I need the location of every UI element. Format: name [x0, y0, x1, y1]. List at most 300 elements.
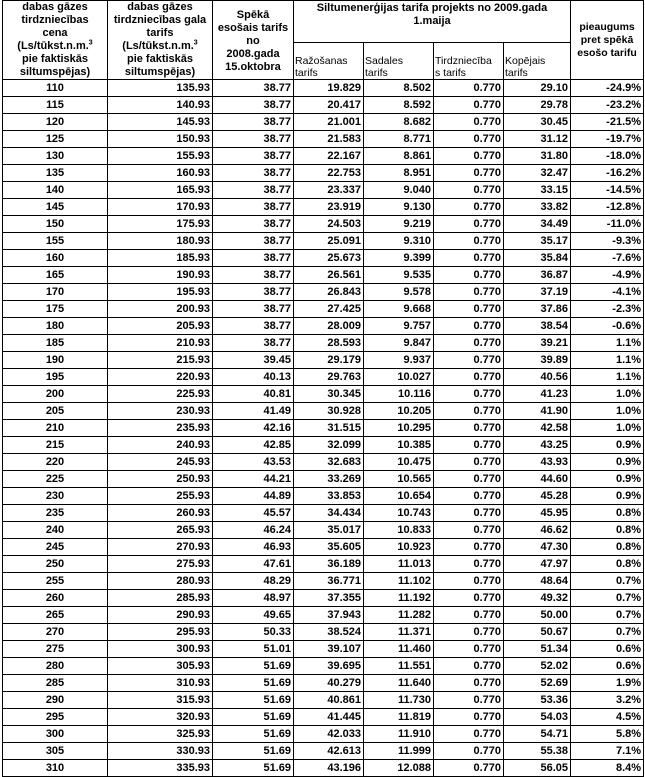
distribution-tariff-cell: 11.371	[364, 624, 434, 641]
increase-cell: -23.2%	[571, 97, 644, 114]
production-tariff-cell: 40.279	[294, 675, 364, 692]
distribution-tariff-cell: 9.399	[364, 250, 434, 267]
final-tariff-cell: 170.93	[108, 199, 213, 216]
trade-tariff-cell: 0.770	[434, 641, 504, 658]
total-tariff-cell: 49.32	[504, 590, 571, 607]
current-tariff-cell: 38.77	[213, 131, 294, 148]
production-tariff-cell: 37.355	[294, 590, 364, 607]
distribution-tariff-cell: 10.205	[364, 403, 434, 420]
production-tariff-cell: 35.017	[294, 522, 364, 539]
gas-price-cell: 165	[3, 267, 108, 284]
table-row	[3, 658, 644, 675]
gas-price-cell: 180	[3, 318, 108, 335]
header-current-tariff: Spēkā esošais tarifs no 2008.gada 15.oktobra	[213, 1, 294, 80]
gas-price-cell: 220	[3, 454, 108, 471]
production-tariff-cell: 22.753	[294, 165, 364, 182]
increase-cell: -18.0%	[571, 148, 644, 165]
trade-tariff-cell: 0.770	[434, 590, 504, 607]
table-row	[3, 624, 644, 641]
current-tariff-cell: 40.13	[213, 369, 294, 386]
final-tariff-cell: 275.93	[108, 556, 213, 573]
increase-cell: 0.9%	[571, 488, 644, 505]
final-tariff-cell: 200.93	[108, 301, 213, 318]
current-tariff-cell: 42.85	[213, 437, 294, 454]
gas-price-cell: 295	[3, 709, 108, 726]
total-tariff-cell: 51.34	[504, 641, 571, 658]
total-tariff-cell: 50.00	[504, 607, 571, 624]
increase-cell: -21.5%	[571, 114, 644, 131]
total-tariff-cell: 32.47	[504, 165, 571, 182]
increase-cell: 8.4%	[571, 760, 644, 777]
total-tariff-cell: 33.82	[504, 199, 571, 216]
gas-price-cell: 145	[3, 199, 108, 216]
distribution-tariff-cell: 9.310	[364, 233, 434, 250]
table-row	[3, 556, 644, 573]
distribution-tariff-cell: 10.743	[364, 505, 434, 522]
production-tariff-cell: 29.763	[294, 369, 364, 386]
header-gas-price: dabas gāzes tirdzniecības cena (Ls/tūkst.n.m.$^3$ pie faktiskās siltumspējas)	[3, 1, 108, 80]
table-row	[3, 250, 644, 267]
gas-price-cell: 175	[3, 301, 108, 318]
table-row	[3, 760, 644, 777]
trade-tariff-cell: 0.770	[434, 386, 504, 403]
trade-tariff-cell: 0.770	[434, 131, 504, 148]
distribution-tariff-cell: 10.475	[364, 454, 434, 471]
final-tariff-cell: 245.93	[108, 454, 213, 471]
trade-tariff-cell: 0.770	[434, 488, 504, 505]
trade-tariff-cell: 0.770	[434, 471, 504, 488]
total-tariff-cell: 43.25	[504, 437, 571, 454]
production-tariff-cell: 31.515	[294, 420, 364, 437]
current-tariff-cell: 39.45	[213, 352, 294, 369]
increase-cell: -19.7%	[571, 131, 644, 148]
increase-cell: -11.0%	[571, 216, 644, 233]
current-tariff-cell: 43.53	[213, 454, 294, 471]
production-tariff-cell: 43.196	[294, 760, 364, 777]
current-tariff-cell: 38.77	[213, 80, 294, 97]
table-row	[3, 539, 644, 556]
increase-cell: 0.7%	[571, 590, 644, 607]
production-tariff-cell: 30.928	[294, 403, 364, 420]
trade-tariff-cell: 0.770	[434, 250, 504, 267]
increase-cell: -0.6%	[571, 318, 644, 335]
gas-price-cell: 215	[3, 437, 108, 454]
increase-cell: 7.1%	[571, 743, 644, 760]
gas-price-cell: 135	[3, 165, 108, 182]
current-tariff-cell: 38.77	[213, 148, 294, 165]
total-tariff-cell: 37.86	[504, 301, 571, 318]
table-row	[3, 522, 644, 539]
distribution-tariff-cell: 11.999	[364, 743, 434, 760]
distribution-tariff-cell: 11.013	[364, 556, 434, 573]
distribution-tariff-cell: 9.040	[364, 182, 434, 199]
distribution-tariff-cell: 11.192	[364, 590, 434, 607]
production-tariff-cell: 23.337	[294, 182, 364, 199]
table-row	[3, 505, 644, 522]
table-row	[3, 471, 644, 488]
trade-tariff-cell: 0.770	[434, 556, 504, 573]
trade-tariff-cell: 0.770	[434, 199, 504, 216]
gas-price-cell: 240	[3, 522, 108, 539]
final-tariff-cell: 225.93	[108, 386, 213, 403]
distribution-tariff-cell: 11.282	[364, 607, 434, 624]
current-tariff-cell: 51.01	[213, 641, 294, 658]
trade-tariff-cell: 0.770	[434, 335, 504, 352]
distribution-tariff-cell: 8.682	[364, 114, 434, 131]
total-tariff-cell: 35.17	[504, 233, 571, 250]
final-tariff-cell: 175.93	[108, 216, 213, 233]
trade-tariff-cell: 0.770	[434, 675, 504, 692]
increase-cell: -7.6%	[571, 250, 644, 267]
table-row	[3, 386, 644, 403]
increase-cell: 5.8%	[571, 726, 644, 743]
total-tariff-cell: 30.45	[504, 114, 571, 131]
header-increase: pieaugums pret spēkā esošo tarifu	[571, 1, 644, 80]
trade-tariff-cell: 0.770	[434, 743, 504, 760]
production-tariff-cell: 33.269	[294, 471, 364, 488]
production-tariff-cell: 28.009	[294, 318, 364, 335]
table-row	[3, 335, 644, 352]
final-tariff-cell: 300.93	[108, 641, 213, 658]
total-tariff-cell: 45.28	[504, 488, 571, 505]
table-row	[3, 743, 644, 760]
gas-price-cell: 275	[3, 641, 108, 658]
current-tariff-cell: 42.16	[213, 420, 294, 437]
distribution-tariff-cell: 10.295	[364, 420, 434, 437]
table-body	[3, 80, 644, 777]
final-tariff-cell: 240.93	[108, 437, 213, 454]
total-tariff-cell: 50.67	[504, 624, 571, 641]
gas-price-cell: 110	[3, 80, 108, 97]
production-tariff-cell: 42.613	[294, 743, 364, 760]
total-tariff-cell: 54.71	[504, 726, 571, 743]
trade-tariff-cell: 0.770	[434, 97, 504, 114]
total-tariff-cell: 36.87	[504, 267, 571, 284]
header-trade-tariff: Tirdzniecība s tarifs	[434, 43, 504, 80]
total-tariff-cell: 52.69	[504, 675, 571, 692]
gas-price-cell: 300	[3, 726, 108, 743]
trade-tariff-cell: 0.770	[434, 420, 504, 437]
final-tariff-cell: 210.93	[108, 335, 213, 352]
table-row	[3, 607, 644, 624]
gas-price-cell: 265	[3, 607, 108, 624]
total-tariff-cell: 48.64	[504, 573, 571, 590]
table-row	[3, 692, 644, 709]
total-tariff-cell: 45.95	[504, 505, 571, 522]
current-tariff-cell: 46.93	[213, 539, 294, 556]
final-tariff-cell: 235.93	[108, 420, 213, 437]
increase-cell: -12.8%	[571, 199, 644, 216]
production-tariff-cell: 22.167	[294, 148, 364, 165]
final-tariff-cell: 160.93	[108, 165, 213, 182]
current-tariff-cell: 48.29	[213, 573, 294, 590]
table-row	[3, 301, 644, 318]
table-row	[3, 199, 644, 216]
gas-price-cell: 195	[3, 369, 108, 386]
table-row	[3, 284, 644, 301]
total-tariff-cell: 47.97	[504, 556, 571, 573]
increase-cell: 0.8%	[571, 556, 644, 573]
increase-cell: 0.7%	[571, 607, 644, 624]
current-tariff-cell: 38.77	[213, 97, 294, 114]
production-tariff-cell: 27.425	[294, 301, 364, 318]
table-row	[3, 97, 644, 114]
final-tariff-cell: 190.93	[108, 267, 213, 284]
table-row	[3, 267, 644, 284]
production-tariff-cell: 28.593	[294, 335, 364, 352]
gas-price-cell: 205	[3, 403, 108, 420]
table-row	[3, 709, 644, 726]
increase-cell: 1.0%	[571, 386, 644, 403]
distribution-tariff-cell: 9.535	[364, 267, 434, 284]
distribution-tariff-cell: 11.102	[364, 573, 434, 590]
gas-price-cell: 260	[3, 590, 108, 607]
distribution-tariff-cell: 10.654	[364, 488, 434, 505]
distribution-tariff-cell: 12.088	[364, 760, 434, 777]
distribution-tariff-cell: 9.847	[364, 335, 434, 352]
trade-tariff-cell: 0.770	[434, 267, 504, 284]
production-tariff-cell: 29.179	[294, 352, 364, 369]
final-tariff-cell: 330.93	[108, 743, 213, 760]
distribution-tariff-cell: 9.578	[364, 284, 434, 301]
total-tariff-cell: 31.80	[504, 148, 571, 165]
table-row	[3, 165, 644, 182]
production-tariff-cell: 42.033	[294, 726, 364, 743]
current-tariff-cell: 38.77	[213, 318, 294, 335]
distribution-tariff-cell: 9.130	[364, 199, 434, 216]
production-tariff-cell: 36.189	[294, 556, 364, 573]
distribution-tariff-cell: 10.565	[364, 471, 434, 488]
distribution-tariff-cell: 9.219	[364, 216, 434, 233]
distribution-tariff-cell: 10.923	[364, 539, 434, 556]
final-tariff-cell: 305.93	[108, 658, 213, 675]
current-tariff-cell: 46.24	[213, 522, 294, 539]
increase-cell: 1.0%	[571, 420, 644, 437]
total-tariff-cell: 39.89	[504, 352, 571, 369]
increase-cell: -2.3%	[571, 301, 644, 318]
distribution-tariff-cell: 11.730	[364, 692, 434, 709]
gas-price-cell: 235	[3, 505, 108, 522]
current-tariff-cell: 40.81	[213, 386, 294, 403]
total-tariff-cell: 31.12	[504, 131, 571, 148]
gas-price-cell: 290	[3, 692, 108, 709]
total-tariff-cell: 55.38	[504, 743, 571, 760]
final-tariff-cell: 295.93	[108, 624, 213, 641]
distribution-tariff-cell: 9.937	[364, 352, 434, 369]
total-tariff-cell: 37.19	[504, 284, 571, 301]
table-row	[3, 420, 644, 437]
trade-tariff-cell: 0.770	[434, 233, 504, 250]
final-tariff-cell: 230.93	[108, 403, 213, 420]
final-tariff-cell: 255.93	[108, 488, 213, 505]
production-tariff-cell: 41.445	[294, 709, 364, 726]
increase-cell: -14.5%	[571, 182, 644, 199]
total-tariff-cell: 34.49	[504, 216, 571, 233]
distribution-tariff-cell: 9.668	[364, 301, 434, 318]
total-tariff-cell: 41.90	[504, 403, 571, 420]
table-row	[3, 403, 644, 420]
total-tariff-cell: 29.78	[504, 97, 571, 114]
trade-tariff-cell: 0.770	[434, 607, 504, 624]
distribution-tariff-cell: 10.116	[364, 386, 434, 403]
trade-tariff-cell: 0.770	[434, 114, 504, 131]
final-tariff-cell: 145.93	[108, 114, 213, 131]
final-tariff-cell: 165.93	[108, 182, 213, 199]
production-tariff-cell: 20.417	[294, 97, 364, 114]
increase-cell: 3.2%	[571, 692, 644, 709]
trade-tariff-cell: 0.770	[434, 403, 504, 420]
gas-price-cell: 310	[3, 760, 108, 777]
table-row	[3, 369, 644, 386]
total-tariff-cell: 41.23	[504, 386, 571, 403]
table-row	[3, 488, 644, 505]
table-row	[3, 318, 644, 335]
production-tariff-cell: 39.695	[294, 658, 364, 675]
current-tariff-cell: 51.69	[213, 760, 294, 777]
trade-tariff-cell: 0.770	[434, 148, 504, 165]
current-tariff-cell: 51.69	[213, 658, 294, 675]
increase-cell: 1.0%	[571, 403, 644, 420]
trade-tariff-cell: 0.770	[434, 692, 504, 709]
current-tariff-cell: 51.69	[213, 675, 294, 692]
gas-price-cell: 200	[3, 386, 108, 403]
current-tariff-cell: 38.77	[213, 114, 294, 131]
trade-tariff-cell: 0.770	[434, 182, 504, 199]
production-tariff-cell: 25.091	[294, 233, 364, 250]
current-tariff-cell: 38.77	[213, 301, 294, 318]
total-tariff-cell: 42.58	[504, 420, 571, 437]
table-row	[3, 437, 644, 454]
distribution-tariff-cell: 10.027	[364, 369, 434, 386]
total-tariff-cell: 29.10	[504, 80, 571, 97]
final-tariff-cell: 290.93	[108, 607, 213, 624]
gas-price-cell: 120	[3, 114, 108, 131]
gas-price-cell: 250	[3, 556, 108, 573]
final-tariff-cell: 285.93	[108, 590, 213, 607]
distribution-tariff-cell: 11.640	[364, 675, 434, 692]
final-tariff-cell: 260.93	[108, 505, 213, 522]
increase-cell: 1.1%	[571, 352, 644, 369]
trade-tariff-cell: 0.770	[434, 80, 504, 97]
distribution-tariff-cell: 11.819	[364, 709, 434, 726]
gas-price-cell: 160	[3, 250, 108, 267]
current-tariff-cell: 38.77	[213, 182, 294, 199]
distribution-tariff-cell: 10.385	[364, 437, 434, 454]
production-tariff-cell: 40.861	[294, 692, 364, 709]
distribution-tariff-cell: 8.502	[364, 80, 434, 97]
increase-cell: 0.8%	[571, 539, 644, 556]
gas-price-cell: 255	[3, 573, 108, 590]
header-total-tariff: Kopējais tarifs	[504, 43, 571, 80]
trade-tariff-cell: 0.770	[434, 437, 504, 454]
total-tariff-cell: 39.21	[504, 335, 571, 352]
gas-price-cell: 285	[3, 675, 108, 692]
gas-price-cell: 270	[3, 624, 108, 641]
total-tariff-cell: 33.15	[504, 182, 571, 199]
current-tariff-cell: 51.69	[213, 726, 294, 743]
distribution-tariff-cell: 10.833	[364, 522, 434, 539]
table-row	[3, 675, 644, 692]
production-tariff-cell: 37.943	[294, 607, 364, 624]
total-tariff-cell: 38.54	[504, 318, 571, 335]
table-row	[3, 216, 644, 233]
table-row	[3, 131, 644, 148]
total-tariff-cell: 54.03	[504, 709, 571, 726]
production-tariff-cell: 19.829	[294, 80, 364, 97]
gas-price-cell: 170	[3, 284, 108, 301]
gas-price-cell: 150	[3, 216, 108, 233]
total-tariff-cell: 44.60	[504, 471, 571, 488]
distribution-tariff-cell: 11.460	[364, 641, 434, 658]
current-tariff-cell: 38.77	[213, 233, 294, 250]
production-tariff-cell: 23.919	[294, 199, 364, 216]
production-tariff-cell: 36.771	[294, 573, 364, 590]
gas-price-cell: 305	[3, 743, 108, 760]
trade-tariff-cell: 0.770	[434, 352, 504, 369]
increase-cell: 0.8%	[571, 522, 644, 539]
table-row	[3, 182, 644, 199]
trade-tariff-cell: 0.770	[434, 505, 504, 522]
gas-price-cell: 230	[3, 488, 108, 505]
gas-price-cell: 280	[3, 658, 108, 675]
production-tariff-cell: 39.107	[294, 641, 364, 658]
table-row	[3, 148, 644, 165]
production-tariff-cell: 32.099	[294, 437, 364, 454]
production-tariff-cell: 34.434	[294, 505, 364, 522]
total-tariff-cell: 53.36	[504, 692, 571, 709]
gas-price-cell: 225	[3, 471, 108, 488]
current-tariff-cell: 38.77	[213, 199, 294, 216]
production-tariff-cell: 24.503	[294, 216, 364, 233]
trade-tariff-cell: 0.770	[434, 760, 504, 777]
final-tariff-cell: 195.93	[108, 284, 213, 301]
production-tariff-cell: 38.524	[294, 624, 364, 641]
current-tariff-cell: 51.69	[213, 743, 294, 760]
table-row	[3, 573, 644, 590]
current-tariff-cell: 45.57	[213, 505, 294, 522]
trade-tariff-cell: 0.770	[434, 658, 504, 675]
table-row	[3, 114, 644, 131]
table-row	[3, 233, 644, 250]
final-tariff-cell: 265.93	[108, 522, 213, 539]
table-row	[3, 641, 644, 658]
table-row	[3, 590, 644, 607]
distribution-tariff-cell: 11.910	[364, 726, 434, 743]
final-tariff-cell: 280.93	[108, 573, 213, 590]
table-row	[3, 726, 644, 743]
increase-cell: 0.9%	[571, 437, 644, 454]
final-tariff-cell: 140.93	[108, 97, 213, 114]
final-tariff-cell: 325.93	[108, 726, 213, 743]
trade-tariff-cell: 0.770	[434, 369, 504, 386]
current-tariff-cell: 38.77	[213, 335, 294, 352]
gas-price-cell: 190	[3, 352, 108, 369]
final-tariff-cell: 315.93	[108, 692, 213, 709]
trade-tariff-cell: 0.770	[434, 216, 504, 233]
increase-cell: 0.6%	[571, 658, 644, 675]
trade-tariff-cell: 0.770	[434, 726, 504, 743]
header-tariff-project: Siltumenerģijas tarifa projekts no 2009.gada 1.maija	[294, 1, 571, 43]
gas-price-cell: 125	[3, 131, 108, 148]
trade-tariff-cell: 0.770	[434, 522, 504, 539]
increase-cell: 1.1%	[571, 369, 644, 386]
increase-cell: 0.7%	[571, 573, 644, 590]
final-tariff-cell: 205.93	[108, 318, 213, 335]
production-tariff-cell: 21.001	[294, 114, 364, 131]
distribution-tariff-cell: 11.551	[364, 658, 434, 675]
current-tariff-cell: 38.77	[213, 216, 294, 233]
table-row	[3, 454, 644, 471]
